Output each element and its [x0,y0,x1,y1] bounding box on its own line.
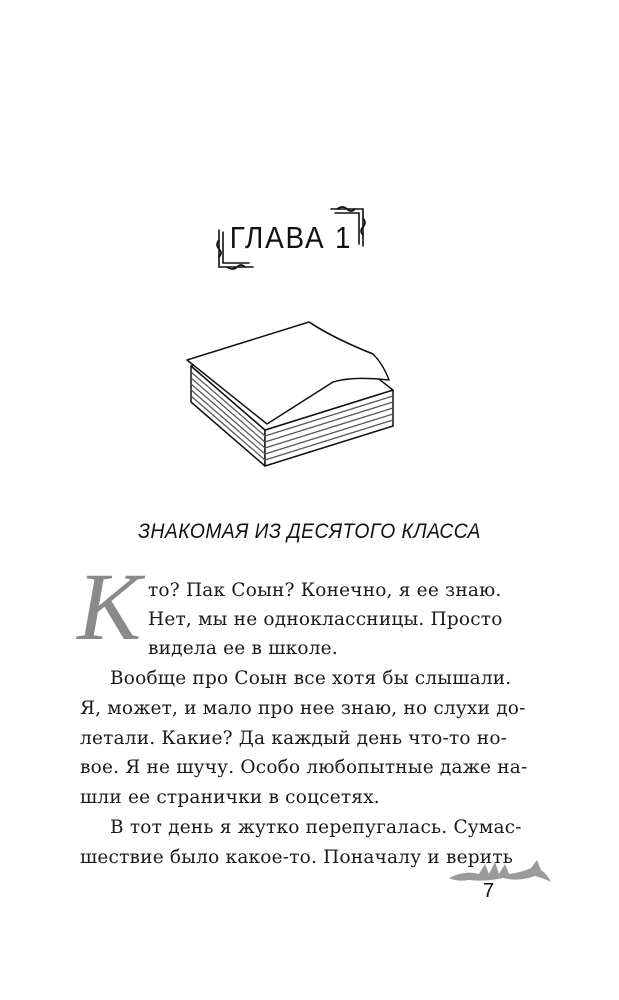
text-line: Вообще про Соын все хотя бы слышали. [110,668,512,689]
chapter-heading [213,204,369,272]
text-line: шли ее странички в соцсетях. [80,787,380,808]
page-number: 7 [483,880,495,902]
text-line: шествие было какое-то. Поначалу и верить [80,847,514,868]
text-line: В тот день я жутко перепугалась. Сумас- [110,817,522,838]
drop-cap-letter: К [77,553,141,660]
section-title: ЗНАКОМАЯ ИЗ ДЕСЯТОГО КЛАССА [138,520,481,543]
chapter-title: ГЛАВА 1 [229,220,353,255]
text-line: вое. Я не шучу. Особо любопытные даже на- [80,757,528,778]
text-line: Нет, мы не одноклассницы. Просто [148,609,503,630]
text-line: летали. Какие? Да каждый день что-то но- [80,728,508,749]
text-line: то? Пак Соын? Конечно, я ее знаю. [148,580,502,601]
footer-brush-ornament [445,856,555,892]
text-line: Я, может, и мало про нее знаю, но слухи до- [80,698,526,719]
paper-stack-illustration [183,316,398,476]
text-line: видела ее в школе. [148,638,338,659]
